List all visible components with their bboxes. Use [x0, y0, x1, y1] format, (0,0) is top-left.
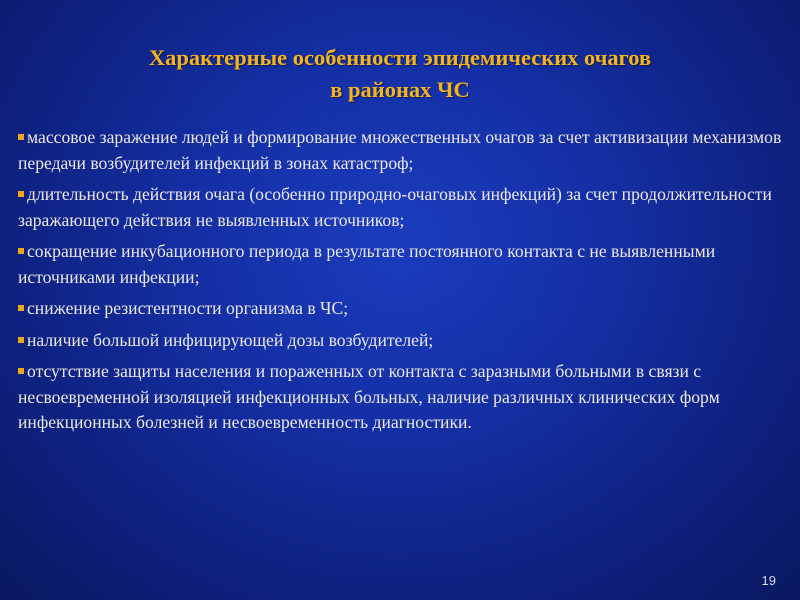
bullet-item [18, 182, 788, 233]
bullet-square-icon [18, 248, 24, 254]
bullet-square-icon [18, 305, 24, 311]
bullet-text: наличие большой инфицирующей дозы возбудителей; [27, 329, 434, 350]
bullet-item [18, 359, 788, 436]
slide-title [0, 42, 800, 106]
bullet-item [18, 125, 788, 176]
slide-title-line-2: в районах ЧС [330, 77, 470, 102]
bullet-square-icon [18, 337, 24, 343]
bullet-text: отсутствие защиты населения и пораженных от контакта с заразными больными в связи с несвоевременной изоляцией инфекционных больных, наличие различных клинических форм инфекционных болезней и несвоевременность диагностики. [18, 361, 720, 432]
bullet-square-icon [18, 368, 24, 374]
bullet-square-icon [18, 191, 24, 197]
slide-title-line-1: Характерные особенности эпидемических очагов [148, 45, 652, 70]
bullet-list [18, 125, 788, 442]
bullet-text: сокращение инкубационного периода в результате постоянного контакта с не выявленными источниками инфекции; [18, 241, 716, 287]
bullet-square-icon [18, 134, 24, 140]
bullet-text: массовое заражение людей и формирование множественных очагов за счет активизации механизмов передачи возбудителей инфекций в зонах катастроф; [18, 127, 782, 173]
bullet-item [18, 296, 788, 322]
bullet-item [18, 328, 788, 354]
bullet-text: снижение резистентности организма в ЧС; [27, 298, 349, 318]
bullet-text: длительность действия очага (особенно природно-очаговых инфекций) за счет продолжительности заражающего действия не выявленных источников; [18, 184, 772, 230]
bullet-item [18, 239, 788, 290]
page-number: 19 [761, 573, 776, 588]
